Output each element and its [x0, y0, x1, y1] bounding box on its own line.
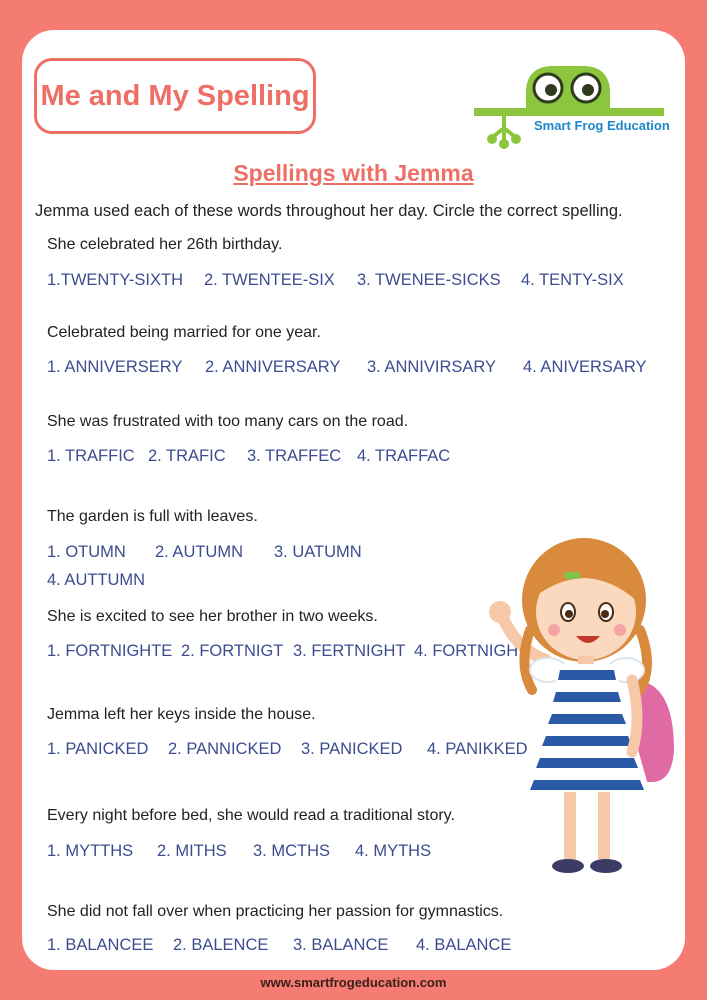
option[interactable]: 3. TWENEE-SICKS [357, 271, 501, 289]
question-text: She celebrated her 26th birthday. [47, 236, 283, 253]
option[interactable]: 4. PANIKKED [427, 740, 528, 758]
option[interactable]: 2. BALENCE [173, 936, 269, 954]
option[interactable]: 4. BALANCE [416, 936, 512, 954]
option[interactable]: 1. MYTTHS [47, 842, 134, 860]
question-text: The garden is full with leaves. [47, 508, 258, 525]
question-text: She is excited to see her brother in two weeks. [47, 608, 378, 625]
option[interactable]: 2. TRAFIC [148, 447, 226, 465]
option[interactable]: 3. PANICKED [301, 740, 403, 758]
question-text: She was frustrated with too many cars on the road. [47, 413, 409, 430]
question-text: She did not fall over when practicing her passion for gymnastics. [47, 903, 504, 920]
logo-text: Smart Frog Education [534, 118, 670, 133]
question-text: Every night before bed, she would read a traditional story. [47, 807, 455, 824]
option[interactable]: 2. MITHS [157, 842, 227, 860]
option[interactable]: 1. PANICKED [47, 740, 149, 758]
girl-waving-illustration [482, 520, 687, 890]
worksheet-title: Spellings with Jemma [233, 160, 474, 186]
option[interactable]: 2. ANNIVERSARY [205, 358, 341, 376]
worksheet-page [22, 30, 685, 970]
option[interactable]: 2. PANNICKED [168, 740, 282, 758]
option[interactable]: 3. MCTHS [253, 842, 331, 860]
worksheet-badge-title: Me and My Spelling [34, 58, 316, 134]
option[interactable]: 1.TWENTY-SIXTH [47, 271, 183, 289]
question-text: Celebrated being married for one year. [47, 324, 321, 341]
option[interactable]: 1. BALANCEE [47, 936, 154, 954]
option[interactable]: 4. MYTHS [355, 842, 432, 860]
option[interactable]: 3. FERTNIGHT [293, 642, 406, 660]
option[interactable]: 4. FORTNIGHT [414, 642, 529, 660]
option[interactable]: 1. ANNIVERSERY [47, 358, 183, 376]
question-text: Jemma left her keys inside the house. [47, 706, 316, 723]
option[interactable]: 1. FORTNIGHTE [47, 642, 173, 660]
option[interactable]: 4. AUTTUMN [47, 571, 146, 589]
option[interactable]: 1. TRAFFIC [47, 447, 135, 465]
option[interactable]: 3. UATUMN [274, 543, 362, 561]
option[interactable]: 3. TRAFFEC [247, 447, 342, 465]
option[interactable]: 3. BALANCE [293, 936, 389, 954]
option[interactable]: 4. TENTY-SIX [521, 271, 624, 289]
option[interactable]: 4. TRAFFAC [357, 447, 451, 465]
option[interactable]: 2. FORTNIGT [181, 642, 284, 660]
worksheet-instruction: Jemma used each of these words throughout her day. Circle the correct spelling. [35, 202, 623, 220]
footer-website[interactable]: www.smartfrogeducation.com [260, 975, 447, 990]
option[interactable]: 2. AUTUMN [155, 543, 244, 561]
option[interactable]: 4. ANIVERSARY [523, 358, 647, 376]
option[interactable]: 3. ANNIVIRSARY [367, 358, 496, 376]
frog-logo-icon [474, 60, 664, 158]
option[interactable]: 2. TWENTEE-SIX [204, 271, 335, 289]
option[interactable]: 1. OTUMN [47, 543, 126, 561]
